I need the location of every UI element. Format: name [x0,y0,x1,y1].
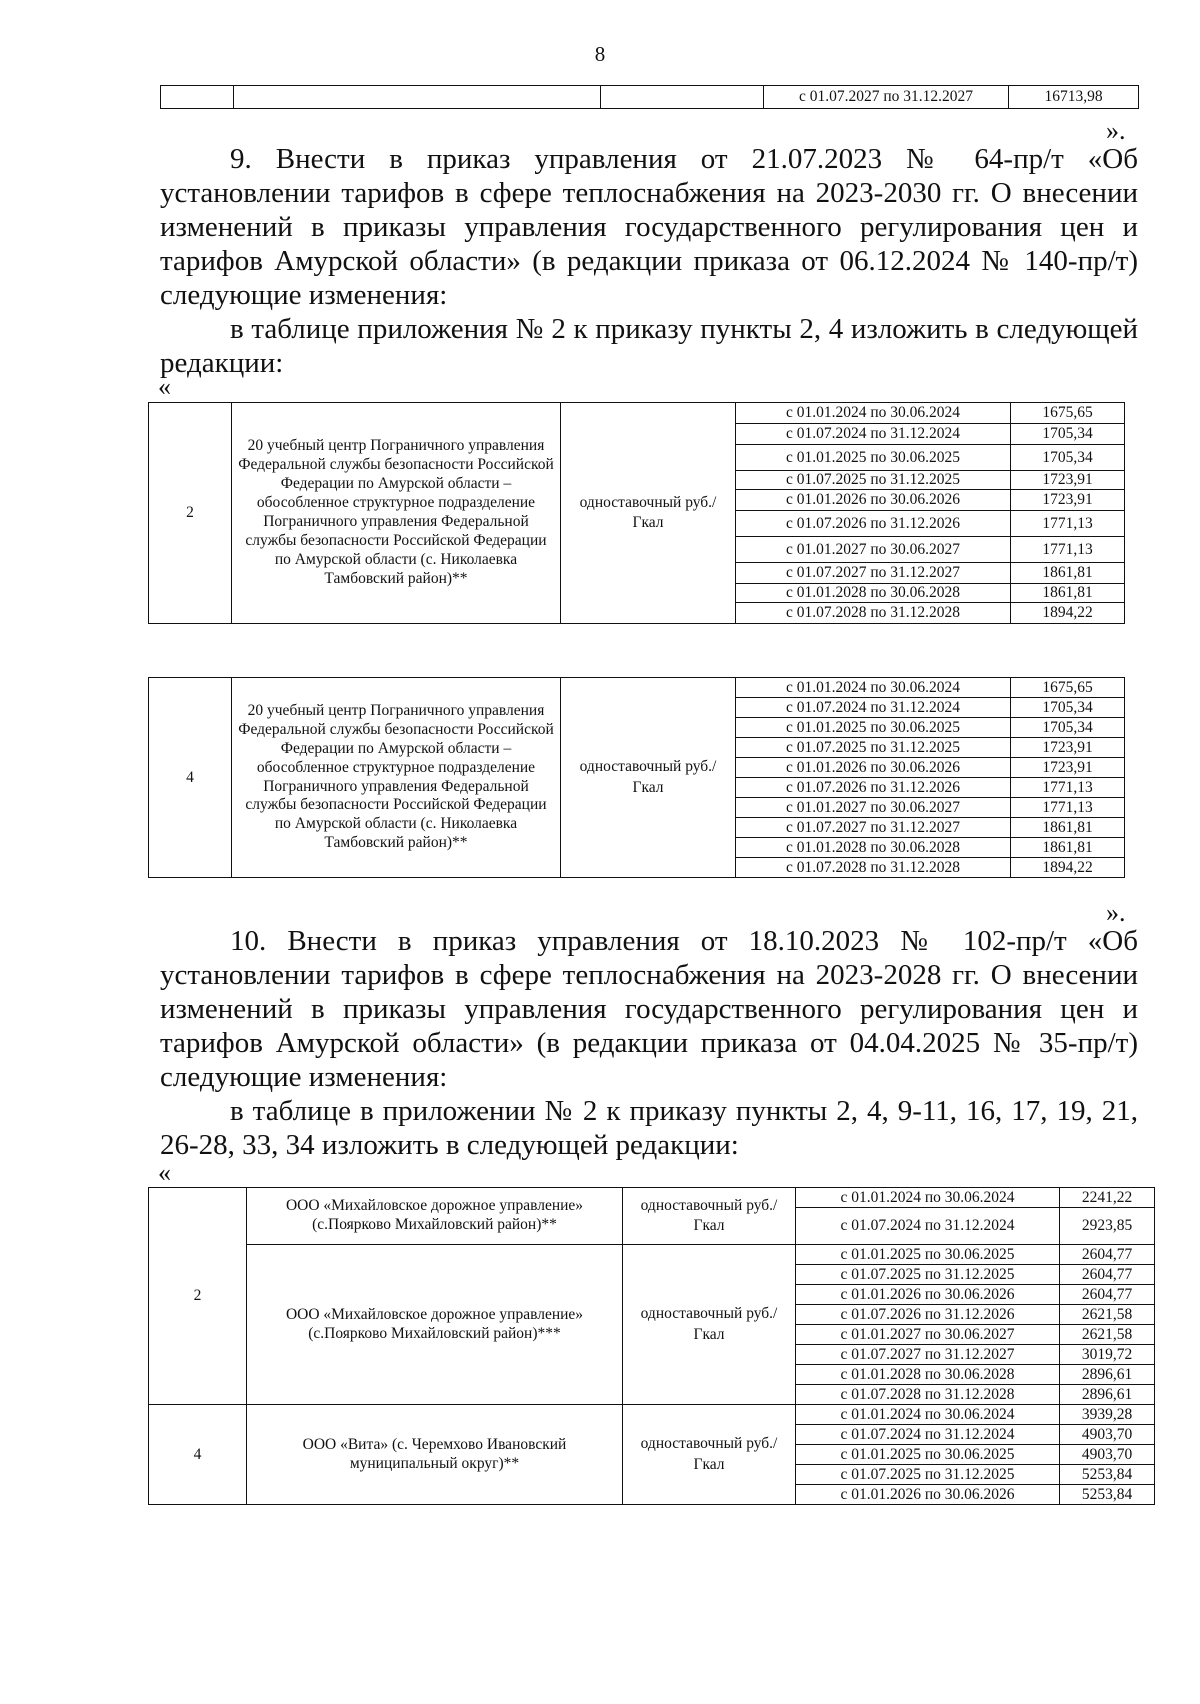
table-row [149,678,1125,698]
tariff-type: одноставочный руб./Гкал [561,403,736,624]
period-cell: с 01.01.2028 по 30.06.2028 [796,1365,1060,1385]
value-cell: 2604,77 [1060,1285,1155,1305]
value-cell: 2896,61 [1060,1365,1155,1385]
value-cell: 1705,34 [1011,718,1125,738]
open-quote: « [158,372,171,401]
table-row [149,403,1125,424]
organization-name: 20 учебный центр Пограничного управления Федеральной службы безопасности Российской Федерации по Амурской области – обособленное структурное подразделение Пограничного управления Федеральной службы безопасности Российской Федерации по Амурской области (с. Николаевка Тамбовский район)** [232,678,561,878]
value-cell: 2604,77 [1060,1245,1155,1265]
value-cell: 1675,65 [1011,678,1125,698]
period-cell: с 01.07.2026 по 31.12.2026 [736,778,1011,798]
empty-cell [601,86,764,109]
page-number: 8 [594,42,606,66]
period-cell: с 01.01.2027 по 30.06.2027 [736,537,1011,563]
period-cell: с 01.07.2026 по 31.12.2026 [796,1305,1060,1325]
item-9-paragraph: 9. Внести в приказ управления от 21.07.2023 № 64-пр/т «Об установлении тарифов в сфере теплоснабжения на 2023-2030 гг. О внесении изменений в приказы управления государственного регулирования цен и тарифов Амурской области» (в редакции приказа от 06.12.2024 № 140-пр/т) следующие изменения: [160,143,1138,311]
item-number: 2 [149,1188,247,1405]
value-cell: 1723,91 [1011,758,1125,778]
period-cell: с 01.07.2025 по 31.12.2025 [736,471,1011,490]
value-cell: 2604,77 [1060,1265,1155,1285]
item-10-text [160,924,1138,1162]
table-row [149,1188,1155,1208]
tariff-type: одноставочный руб./Гкал [561,678,736,878]
period-cell: с 01.01.2027 по 30.06.2027 [736,798,1011,818]
period-cell: с 01.07.2028 по 31.12.2028 [796,1385,1060,1405]
value-cell: 1861,81 [1011,838,1125,858]
close-quote: ». [1106,898,1126,927]
period-cell: с 01.01.2028 по 30.06.2028 [736,838,1011,858]
open-quote: « [158,1158,171,1187]
period-cell: с 01.07.2024 по 31.12.2024 [736,424,1011,445]
period-cell: с 01.07.2028 по 31.12.2028 [736,603,1011,624]
table-row [149,1245,1155,1265]
item-number: 2 [149,403,232,624]
value-cell: 1894,22 [1011,858,1125,878]
period-cell: с 01.01.2026 по 30.06.2026 [796,1485,1060,1505]
period-cell: с 01.07.2027 по 31.12.2027 [796,1345,1060,1365]
value-cell: 4903,70 [1060,1445,1155,1465]
value-cell: 2896,61 [1060,1385,1155,1405]
empty-cell [161,86,234,109]
value-cell: 1861,81 [1011,818,1125,838]
value-cell: 2621,58 [1060,1305,1155,1325]
value-cell: 4903,70 [1060,1425,1155,1445]
value-cell: 1723,91 [1011,490,1125,511]
value-cell: 1723,91 [1011,738,1125,758]
item-number: 4 [149,1405,247,1505]
value-cell: 5253,84 [1060,1465,1155,1485]
value-cell: 2621,58 [1060,1325,1155,1345]
value-cell: 2923,85 [1060,1208,1155,1245]
tariff-table-item-2 [148,402,1125,624]
period-cell: с 01.01.2025 по 30.06.2025 [736,718,1011,738]
period-cell: с 01.01.2026 по 30.06.2026 [736,758,1011,778]
period-cell: с 01.01.2024 по 30.06.2024 [796,1188,1060,1208]
value-cell: 1771,13 [1011,537,1125,563]
value-cell: 1861,81 [1011,563,1125,584]
period-cell: с 01.01.2025 по 30.06.2025 [796,1245,1060,1265]
value-cell: 2241,22 [1060,1188,1155,1208]
tariff-type: одноставочный руб./Гкал [623,1188,796,1245]
item-9-instruction: в таблице приложения № 2 к приказу пункты 2, 4 изложить в следующей редакции: [160,313,1138,379]
period-cell: с 01.01.2027 по 30.06.2027 [796,1325,1060,1345]
period-cell: с 01.01.2024 по 30.06.2024 [736,678,1011,698]
close-quote: ». [1106,116,1126,145]
value-cell: 1894,22 [1011,603,1125,624]
period-cell: с 01.01.2025 по 30.06.2025 [736,445,1011,471]
item-number: 4 [149,678,232,878]
value-cell: 5253,84 [1060,1485,1155,1505]
period-cell: с 01.07.2026 по 31.12.2026 [736,511,1011,537]
organization-name: ООО «Михайловское дорожное управление» (с.Поярково Михайловский район)*** [247,1245,623,1405]
period-cell: с 01.07.2027 по 31.12.2027 [764,86,1009,109]
period-cell: с 01.07.2027 по 31.12.2027 [736,563,1011,584]
period-cell: с 01.01.2026 по 30.06.2026 [736,490,1011,511]
period-cell: с 01.01.2025 по 30.06.2025 [796,1445,1060,1465]
period-cell: с 01.07.2025 по 31.12.2025 [796,1465,1060,1485]
item-10-paragraph: 10. Внести в приказ управления от 18.10.2023 № 102-пр/т «Об установлении тарифов в сфере теплоснабжения на 2023-2028 гг. О внесении изменений в приказы управления государственного регулирования цен и тарифов Амурской области» (в редакции приказа от 04.04.2025 № 35-пр/т) следующие изменения: [160,925,1138,1093]
empty-cell [234,86,601,109]
period-cell: с 01.07.2024 по 31.12.2024 [796,1425,1060,1445]
continuation-table [160,85,1139,109]
period-cell: с 01.07.2027 по 31.12.2027 [736,818,1011,838]
value-cell: 1723,91 [1011,471,1125,490]
period-cell: с 01.01.2028 по 30.06.2028 [736,584,1011,603]
period-cell: с 01.01.2026 по 30.06.2026 [796,1285,1060,1305]
organization-name: ООО «Михайловское дорожное управление» (с.Поярково Михайловский район)** [247,1188,623,1245]
period-cell: с 01.07.2025 по 31.12.2025 [796,1265,1060,1285]
value-cell: 1861,81 [1011,584,1125,603]
table-row [149,1405,1155,1425]
period-cell: с 01.01.2024 по 30.06.2024 [736,403,1011,424]
organization-name: 20 учебный центр Пограничного управления Федеральной службы безопасности Российской Федерации по Амурской области – обособленное структурное подразделение Пограничного управления Федеральной службы безопасности Российской Федерации по Амурской области (с. Николаевка Тамбовский район)** [232,403,561,624]
value-cell: 1771,13 [1011,778,1125,798]
value-cell: 1705,34 [1011,698,1125,718]
period-cell: с 01.07.2024 по 31.12.2024 [736,698,1011,718]
period-cell: с 01.07.2028 по 31.12.2028 [736,858,1011,878]
value-cell: 1705,34 [1011,424,1125,445]
value-cell: 3019,72 [1060,1345,1155,1365]
period-cell: с 01.01.2024 по 30.06.2024 [796,1405,1060,1425]
organization-name: ООО «Вита» (с. Черемхово Ивановский муниципальный округ)** [247,1405,623,1505]
tariff-table-item-4 [148,677,1125,878]
value-cell: 16713,98 [1009,86,1139,109]
tariff-type: одноставочный руб./Гкал [623,1245,796,1405]
tariff-type: одноставочный руб./Гкал [623,1405,796,1505]
value-cell: 1771,13 [1011,511,1125,537]
period-cell: с 01.07.2025 по 31.12.2025 [736,738,1011,758]
value-cell: 1771,13 [1011,798,1125,818]
item-10-instruction: в таблице в приложении № 2 к приказу пункты 2, 4, 9-11, 16, 17, 19, 21, 26-28, 33, 34 изложить в следующей редакции: [160,1095,1138,1161]
item-9-text [160,142,1138,380]
value-cell: 1675,65 [1011,403,1125,424]
tariff-table-item-10 [148,1187,1155,1505]
value-cell: 3939,28 [1060,1405,1155,1425]
period-cell: с 01.07.2024 по 31.12.2024 [796,1208,1060,1245]
value-cell: 1705,34 [1011,445,1125,471]
